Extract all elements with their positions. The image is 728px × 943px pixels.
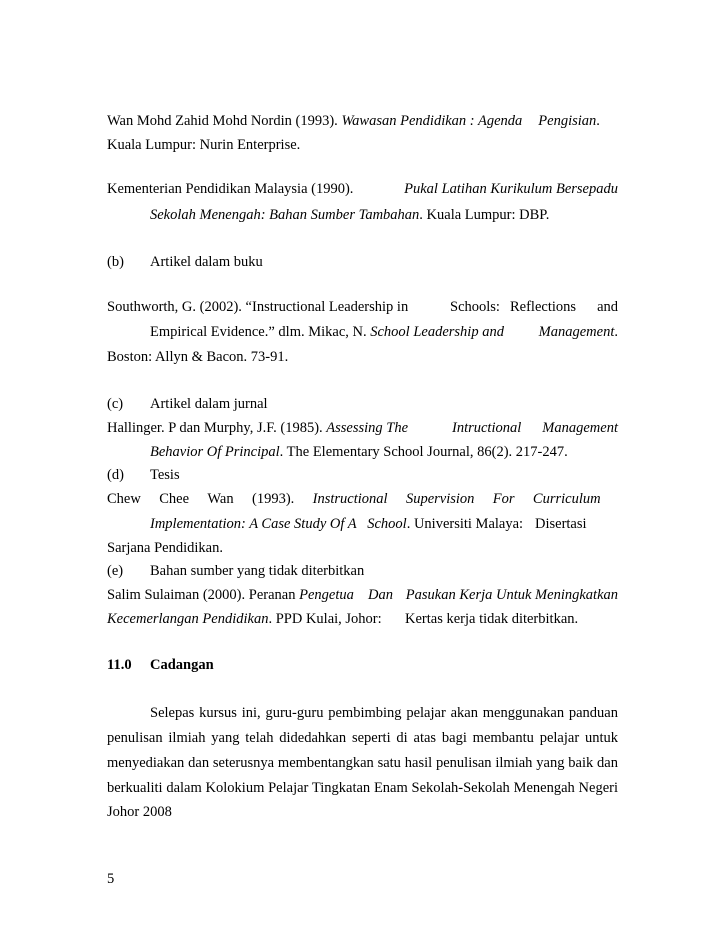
section-title: Cadangan (150, 657, 214, 673)
ref-title: Supervision (405, 491, 475, 507)
para-line-4 (107, 779, 618, 797)
ref-title: Pukal Latihan Kurikulum Bersepadu (404, 181, 618, 197)
ref-title-cont: Behavior Of Principal (150, 444, 280, 460)
ref-text: Southworth, G. (2002). “Instructional Leadership in (107, 299, 409, 315)
ref-publisher: . The Elementary School Journal, 86(2). 217-247. (279, 444, 568, 460)
ref-southworth-line-3: Boston: Allyn & Bacon. 73-91. (107, 349, 289, 365)
ref-salim-line-1 (107, 586, 618, 604)
ref-title: School Leadership and (370, 324, 504, 340)
ref-title: Assessing The (326, 420, 409, 436)
ref-author-year: Salim Sulaiman (2000). Peranan (107, 587, 300, 603)
page-number: 5 (107, 871, 115, 887)
ref-title-cont: Management (538, 324, 615, 340)
ref-chew-line-2 (150, 515, 618, 533)
ref-kpm-line-1 (107, 180, 618, 198)
ref-title: Instructional (312, 491, 388, 507)
para-text: menyediakan dan seterusnya membentangkan satu hasil penulisan ilmiah yang baik dan (107, 755, 618, 771)
ref-hallinger-line-1 (107, 419, 618, 437)
subsection-title-c: Artikel dalam jurnal (150, 396, 268, 412)
para-text: berkualiti dalam Kolokium Pelajar Tingkatan Enam Sekolah-Sekolah Menengah Negeri (107, 780, 618, 796)
subsection-title-d: Tesis (150, 467, 180, 483)
ref-title: Curriculum (532, 491, 601, 507)
ref-chew-line-3: Sarjana Pendidikan. (107, 540, 223, 556)
ref-text: Reflections (510, 299, 577, 315)
para-line-1 (150, 704, 618, 722)
subsection-label-b: (b) (107, 254, 124, 270)
ref-chew-line-1 (107, 490, 618, 508)
ref-word: Wan (207, 491, 234, 507)
para-line-2 (107, 729, 618, 747)
ref-title: For (492, 491, 515, 507)
ref-author-year: Kementerian Pendidikan Malaysia (1990). (107, 181, 354, 197)
ref-wan-line-2: Kuala Lumpur: Nurin Enterprise. (107, 137, 301, 153)
ref-title: Pengetua (299, 587, 354, 603)
ref-text: Schools: (450, 299, 500, 315)
para-text: Selepas kursus ini, guru-guru pembimbing pelajar akan menggunakan panduan (150, 705, 618, 721)
ref-salim-line-2 (107, 610, 618, 628)
ref-author-year: Hallinger. P dan Murphy, J.F. (1985). (107, 420, 327, 436)
ref-title-cont: Kecemerlangan Pendidikan (107, 611, 269, 627)
subsection-title-e: Bahan sumber yang tidak diterbitkan (150, 563, 365, 579)
subsection-label-e: (e) (107, 563, 124, 579)
ref-publisher: . Kuala Lumpur: DBP. (419, 207, 550, 223)
ref-wan-line-1 (107, 112, 618, 130)
ref-title-cont: Pengisian (538, 113, 597, 129)
ref-author-year: Wan Mohd Zahid Mohd Nordin (1993). (107, 113, 342, 129)
ref-title-cont: Implementation: A Case Study Of A School (150, 516, 407, 532)
ref-text: Empirical Evidence.” dlm. Mikac, N. (150, 324, 371, 340)
subsection-label-c: (c) (107, 396, 124, 412)
ref-publisher: . PPD Kulai, Johor: (268, 611, 382, 627)
ref-title-cont: Intructional (452, 420, 522, 436)
para-line-5: Johor 2008 (107, 804, 172, 820)
ref-text: and (597, 299, 618, 315)
ref-title-cont: Pasukan Kerja Untuk Meningkatkan (405, 587, 618, 603)
ref-punct: . (614, 324, 618, 340)
ref-title-cont: Sekolah Menengah: Bahan Sumber Tambahan (150, 207, 420, 223)
ref-word: Chee (159, 491, 190, 507)
subsection-title-b: Artikel dalam buku (150, 254, 263, 270)
ref-hallinger-line-2 (150, 443, 618, 461)
ref-title: Wawasan Pendidikan : Agenda (341, 113, 523, 129)
ref-kpm-line-2 (150, 206, 618, 224)
para-text: penulisan ilmiah yang telah didedahkan seperti di atas bagi membantu pelajar untuk (107, 730, 618, 746)
ref-punct: . (596, 113, 600, 129)
section-number: 11.0 (107, 657, 132, 673)
ref-word: (1993). (251, 491, 295, 507)
ref-title-cont: Management (542, 420, 618, 436)
ref-title-cont: Dan (368, 587, 393, 603)
ref-southworth-line-1 (107, 298, 618, 316)
ref-word: Chew (107, 491, 141, 507)
ref-text: Kertas kerja tidak diterbitkan. (405, 611, 579, 627)
subsection-label-d: (d) (107, 467, 124, 483)
ref-southworth-line-2 (150, 323, 618, 341)
para-line-3 (107, 754, 618, 772)
ref-publisher: . Universiti Malaya: (406, 516, 524, 532)
ref-text: Disertasi (535, 516, 587, 532)
